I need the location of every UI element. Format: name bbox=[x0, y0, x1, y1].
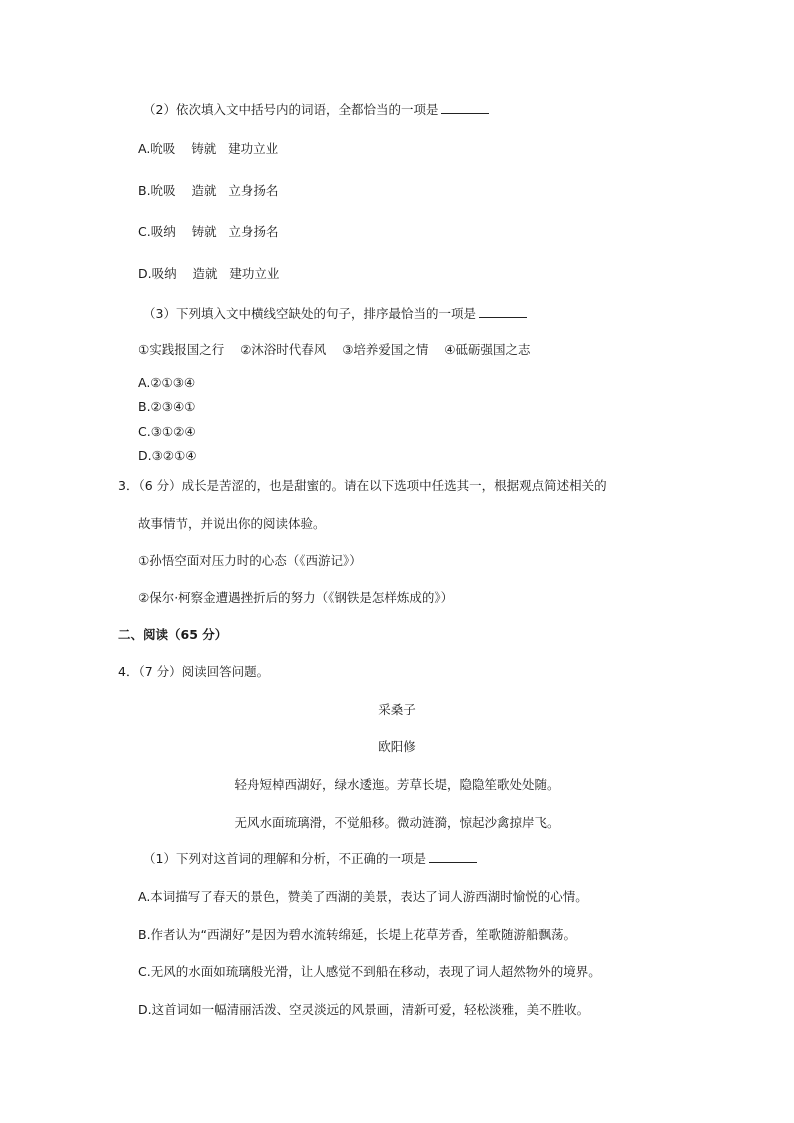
question-2-2-stem bbox=[143, 102, 489, 118]
question-4-heading: 4．（7 分）阅读回答问题。 bbox=[118, 664, 270, 679]
poem-author: 欧阳修 bbox=[378, 739, 416, 754]
answer-blank[interactable] bbox=[479, 306, 527, 318]
option-b: B.吮吸 造就 立身扬名 bbox=[138, 183, 279, 198]
option-a: A.吮吸 铸就 建功立业 bbox=[138, 141, 279, 156]
option-b: B.②③④① bbox=[138, 399, 196, 414]
option-c: C.吸纳 铸就 立身扬名 bbox=[138, 224, 279, 239]
option-c: C.无风的水面如琉璃般光滑，让人感觉不到船在移动，表现了词人超然物外的境界。 bbox=[138, 964, 601, 979]
poem-line-1: 轻舟短棹西湖好，绿水逶迤。芳草长堤，隐隐笙歌处处随。 bbox=[234, 777, 560, 792]
answer-blank[interactable] bbox=[441, 102, 489, 114]
stem-text: （3）下列填入文中横线空缺处的句子，排序最恰当的一项是 bbox=[143, 306, 476, 321]
answer-blank[interactable] bbox=[429, 851, 477, 863]
option-a: A.本词描写了春天的景色，赞美了西湖的美景，表达了词人游西湖时愉悦的心情。 bbox=[138, 889, 588, 904]
option-d: D.吸纳 造就 建功立业 bbox=[138, 266, 280, 281]
option-a: A.②①③④ bbox=[138, 375, 196, 390]
sentence-items: ①实践报国之行 ②沐浴时代春风 ③培养爱国之情 ④砥砺强国之志 bbox=[138, 342, 531, 357]
stem-text: （2）依次填入文中括号内的词语，全都恰当的一项是 bbox=[143, 102, 439, 117]
option-d: D.这首词如一幅清丽活泼、空灵淡远的风景画，清新可爱，轻松淡雅，美不胜收。 bbox=[138, 1002, 590, 1017]
option-c: C.③①②④ bbox=[138, 424, 196, 439]
question-2-3-stem bbox=[143, 306, 527, 322]
question-3-option-2: ②保尔·柯察金遭遇挫折后的努力（《钢铁是怎样炼成的》） bbox=[138, 590, 454, 605]
poem-line-2: 无风水面琉璃滑，不觉船移。微动涟漪，惊起沙禽掠岸飞。 bbox=[234, 815, 560, 830]
stem-text: （1）下列对这首词的理解和分析，不正确的一项是 bbox=[143, 851, 426, 866]
option-b: B.作者认为“西湖好”是因为碧水流转绵延，长堤上花草芳香，笙歌随游船飘荡。 bbox=[138, 927, 577, 942]
question-3-line2: 故事情节，并说出你的阅读体验。 bbox=[138, 516, 326, 531]
poem-title: 采桑子 bbox=[378, 702, 416, 717]
question-3-line1: 3．（6 分）成长是苦涩的，也是甜蜜的。请在以下选项中任选其一，根据观点简述相关的 bbox=[118, 478, 607, 493]
question-3-option-1: ①孙悟空面对压力时的心态（《西游记》） bbox=[138, 553, 362, 568]
question-4-1-stem bbox=[143, 851, 477, 867]
option-d: D.③②①④ bbox=[138, 448, 197, 463]
section-heading: 二、阅读（65 分） bbox=[118, 627, 228, 642]
